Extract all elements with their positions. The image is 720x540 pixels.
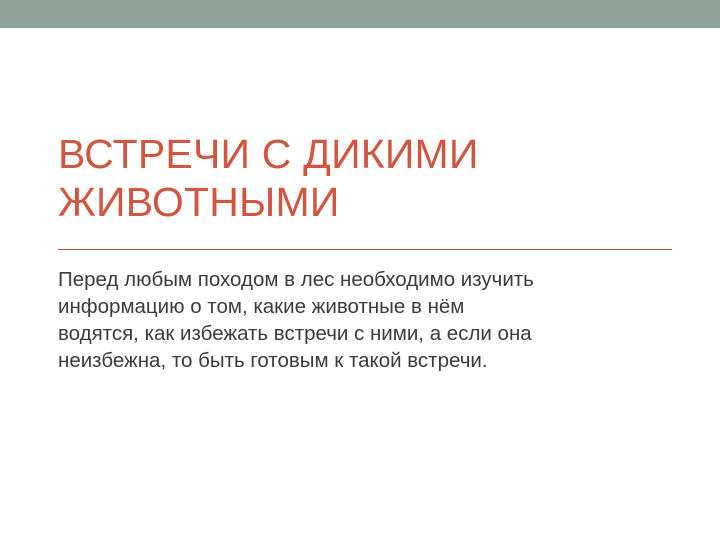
slide-body-text: Перед любым походом в лес необходимо изучить информацию о том, какие животные в нём водятся, как избежать встречи с ними, а если она неизбежна, то быть готовым к такой встречи. bbox=[58, 267, 534, 372]
title-divider bbox=[58, 249, 672, 250]
slide-content bbox=[58, 130, 674, 394]
slide-title: ВСТРЕЧИ С ДИКИМИ ЖИВОТНЫМИ bbox=[58, 131, 479, 226]
top-decorative-band bbox=[0, 0, 720, 28]
